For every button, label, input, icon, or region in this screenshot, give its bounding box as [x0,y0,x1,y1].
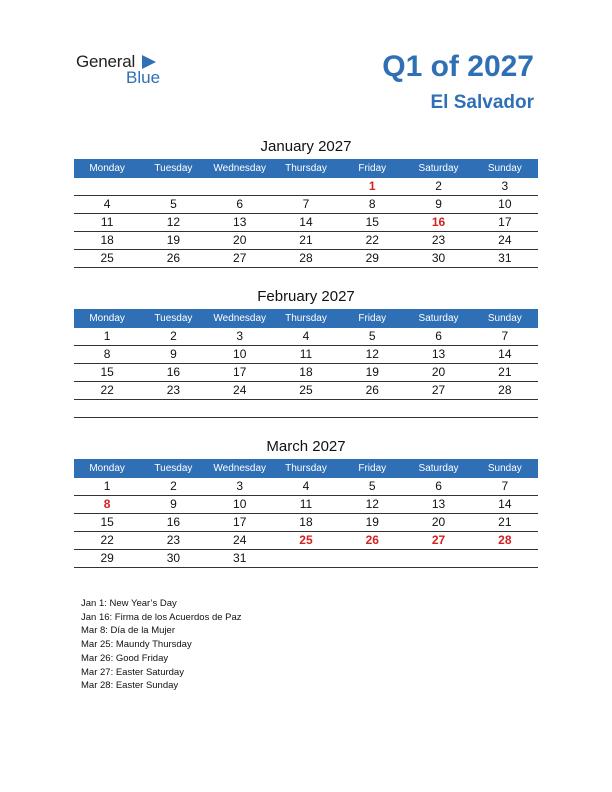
week-row [74,478,538,496]
weekday-label: Thursday [285,463,327,474]
week-row [74,550,538,568]
day-cell: 11 [100,215,114,229]
day-cell: 11 [299,497,313,511]
day-cell [273,178,339,195]
day-cell: 6 [435,329,442,343]
day-cell: 10 [498,197,512,211]
month-title: February 2027 [257,288,355,305]
logo-word-blue: Blue [126,68,161,87]
day-cell: 3 [236,329,244,343]
day-cell [74,178,140,195]
week-row [74,346,538,364]
day-cell: 31 [233,551,247,565]
day-cell: 14 [498,497,512,511]
holiday-note: Mar 28: Easter Sunday [81,680,179,692]
day-cell: 14 [498,347,512,361]
day-cell: 12 [166,215,181,229]
week-row [74,250,538,268]
weekday-label: Friday [358,163,387,174]
day-cell: 21 [299,233,313,247]
day-cell: 5 [368,479,376,493]
week-row [74,400,538,418]
weekday-label: Wednesday [213,463,267,474]
day-cell: 16 [166,515,181,529]
week-row [74,214,538,232]
weekday-label: Monday [89,463,125,474]
day-cell: 22 [365,233,379,247]
generalblue-logo [76,52,176,88]
day-cell: 4 [302,329,310,343]
month-march [74,436,538,568]
day-cell: 22 [100,383,114,397]
day-cell: 21 [498,365,512,379]
holiday-day-cell: 16 [431,215,446,229]
day-cell: 23 [431,233,446,247]
day-cell: 6 [435,479,442,493]
day-cell [273,550,339,567]
day-cell: 13 [233,215,247,229]
weekday-label: Sunday [487,163,522,174]
weekday-label: Monday [89,313,125,324]
day-cell: 29 [100,551,114,565]
day-cell: 10 [233,497,247,511]
holiday-notes [81,597,242,693]
holiday-note: Jan 16: Firma de los Acuerdos de Paz [81,611,242,623]
day-cell: 5 [368,329,376,343]
weekday-header [74,309,538,328]
week-row [74,496,538,514]
holiday-note: Mar 25: Maundy Thursday [81,639,192,651]
weekday-label: Saturday [418,163,459,174]
month-january [74,136,538,268]
day-cell: 24 [233,533,247,547]
day-cell [207,400,273,417]
weekday-label: Sunday [487,313,522,324]
holiday-day-cell: 26 [365,533,379,547]
day-cell: 17 [233,365,247,379]
day-cell: 22 [100,533,114,547]
day-cell: 4 [103,197,111,211]
weekday-label: Saturday [418,463,459,474]
week-row [74,232,538,250]
day-cell: 2 [435,179,442,193]
day-cell [339,400,405,417]
day-cell: 2 [170,479,177,493]
weekday-label: Tuesday [154,163,193,174]
day-cell: 3 [501,179,509,193]
day-cell: 9 [170,497,177,511]
day-cell: 9 [435,197,442,211]
day-cell: 7 [501,329,509,343]
day-cell: 17 [233,515,247,529]
week-row [74,328,538,346]
day-cell [472,400,538,417]
logo-word-general: General [76,52,136,71]
weekday-label: Sunday [487,463,522,474]
day-cell: 13 [431,497,446,511]
day-cell: 30 [166,551,181,565]
week-row [74,196,538,214]
weekday-label: Wednesday [213,313,267,324]
day-cell: 8 [103,347,111,361]
holiday-day-cell: 27 [431,533,446,547]
weekday-label: Friday [358,463,387,474]
day-cell: 20 [431,365,446,379]
weekday-label: Saturday [418,313,459,324]
day-cell [74,400,140,417]
day-cell: 18 [100,233,114,247]
day-cell: 17 [498,215,512,229]
day-cell: 24 [233,383,247,397]
day-cell [140,178,206,195]
weekday-label: Thursday [285,313,327,324]
day-cell: 2 [170,329,177,343]
country-name: El Salvador [430,92,534,113]
day-cell: 5 [170,197,177,211]
day-cell: 3 [236,479,244,493]
day-cell: 11 [299,347,313,361]
holiday-day-cell: 28 [498,533,512,547]
day-cell: 13 [431,347,446,361]
day-cell: 18 [299,515,313,529]
day-cell: 25 [100,251,114,265]
holiday-note: Mar 27: Easter Saturday [81,666,184,678]
week-row [74,364,538,382]
day-cell [472,550,538,567]
weekday-label: Tuesday [154,313,193,324]
day-cell [405,400,471,417]
week-row [74,532,538,550]
day-cell [140,400,206,417]
month-title: March 2027 [266,438,346,455]
page-title: Q1 of 2027 [382,50,534,83]
holiday-note: Mar 8: Día de la Mujer [81,625,175,637]
day-cell: 4 [302,479,310,493]
day-cell: 15 [365,215,379,229]
weekday-label: Tuesday [154,463,193,474]
weekday-header [74,459,538,478]
day-cell: 27 [233,251,247,265]
day-cell: 1 [103,329,111,343]
day-cell: 31 [498,251,512,265]
week-row [74,514,538,532]
day-cell: 20 [233,233,247,247]
day-cell: 9 [170,347,177,361]
weekday-label: Friday [358,313,387,324]
holiday-day-cell: 1 [368,179,376,193]
day-cell: 20 [431,515,446,529]
day-cell [273,400,339,417]
day-cell: 26 [365,383,379,397]
day-cell: 28 [498,383,512,397]
day-cell [207,178,273,195]
day-cell: 12 [365,497,379,511]
day-cell: 18 [299,365,313,379]
day-cell: 28 [299,251,313,265]
month-february [74,286,538,418]
day-cell: 19 [365,515,379,529]
weekday-header [74,159,538,178]
day-cell: 29 [365,251,379,265]
day-cell [339,550,405,567]
weekday-label: Thursday [285,163,327,174]
day-cell: 7 [302,197,310,211]
logo-flag-icon [142,55,156,69]
day-cell: 30 [431,251,446,265]
weekday-label: Monday [89,163,125,174]
day-cell: 8 [368,197,376,211]
day-cell: 14 [299,215,313,229]
day-cell: 10 [233,347,247,361]
day-cell: 19 [365,365,379,379]
day-cell: 12 [365,347,379,361]
week-row [74,382,538,400]
day-cell: 15 [100,365,114,379]
holiday-day-cell: 25 [299,533,313,547]
day-cell: 15 [100,515,114,529]
holiday-note: Mar 26: Good Friday [81,652,169,664]
weekday-label: Wednesday [213,163,267,174]
month-title: January 2027 [260,138,352,155]
day-cell: 21 [498,515,512,529]
day-cell: 25 [299,383,313,397]
day-cell: 23 [166,533,181,547]
day-cell: 26 [166,251,181,265]
day-cell: 6 [236,197,244,211]
holiday-note: Jan 1: New Year’s Day [81,598,177,609]
day-cell: 23 [166,383,181,397]
holiday-day-cell: 8 [103,497,111,511]
day-cell: 7 [501,479,509,493]
day-cell [405,550,471,567]
day-cell: 24 [498,233,512,247]
day-cell: 27 [431,383,446,397]
day-cell: 16 [166,365,181,379]
week-row [74,178,538,196]
day-cell: 19 [166,233,181,247]
day-cell: 1 [103,479,111,493]
